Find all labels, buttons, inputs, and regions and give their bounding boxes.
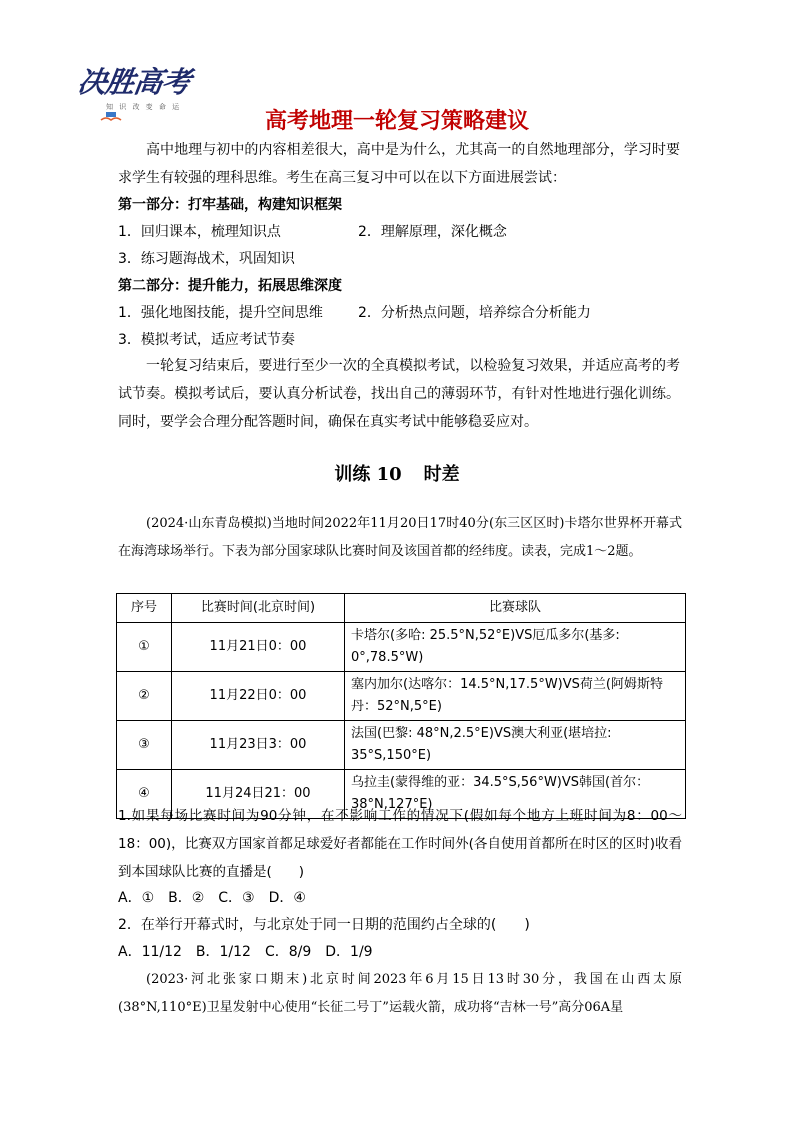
row-time: 11月21日0：00: [172, 623, 345, 672]
question-2-stem: 2．在举行开幕式时，与北京处于同一日期的范围约占全球的( ): [118, 917, 530, 933]
row-teams: 塞内加尔(达喀尔：14.5°N,17.5°W)VS荷兰(阿姆斯特丹：52°N,5°E): [345, 672, 686, 721]
row-index: ④: [117, 770, 172, 819]
logo-subtitle: 知 识 改 变 命 运: [106, 103, 182, 111]
section-label: 训练 10: [334, 464, 402, 485]
row-time: 11月24日21：00: [172, 770, 345, 819]
row-time: 11月22日0：00: [172, 672, 345, 721]
part2-item-3: 3．模拟考试，适应考试节奏: [118, 332, 295, 348]
passage-1: (2024·山东青岛模拟)当地时间2022年11月20日17时40分(东三区区时)卡塔尔世界杯开幕式在海湾球场举行。下表为部分国家球队比赛时间及该国首都的经纬度。读表，完成1～2题。: [118, 516, 682, 559]
column-header-time: 比赛时间(北京时间): [172, 594, 345, 623]
match-table: [116, 593, 686, 819]
logo-text: 决胜高考: [75, 65, 193, 99]
column-header-teams: 比赛球队: [345, 594, 686, 623]
row-teams: 法国(巴黎: 48°N,2.5°E)VS澳大利亚(堪培拉: 35°S,150°E): [345, 721, 686, 770]
part1-item-2: 2．理解原理，深化概念: [358, 224, 507, 240]
part2-heading: 第二部分：提升能力，拓展思维深度: [118, 278, 342, 294]
part2-item-2: 2．分析热点问题，培养综合分析能力: [358, 305, 591, 321]
part1-heading: 第一部分：打牢基础，构建知识框架: [118, 197, 342, 213]
table-row: [117, 721, 686, 770]
row-time: 11月23日3：00: [172, 721, 345, 770]
question-2-options: A．11/12 B．1/12 C．8/9 D．1/9: [118, 944, 373, 960]
table-row: [117, 623, 686, 672]
closing-paragraph: 一轮复习结束后，要进行至少一次的全真模拟考试，以检验复习效果，并适应高考的考试节奏。模拟考试后，要认真分析试卷，找出自己的薄弱环节，有针对性地进行强化训练。同时，要学会合理分配答题时间，确保在真实考试中能够稳妥应对。: [118, 358, 680, 430]
table-row: [117, 672, 686, 721]
intro-paragraph: 高中地理与初中的内容相差很大，高中是为什么，尤其高一的自然地理部分，学习时要求学生有较强的理科思维。考生在高三复习中可以在以下方面进展尝试：: [118, 142, 680, 186]
table-header-row: [117, 594, 686, 623]
column-header-index: 序号: [117, 594, 172, 623]
section-topic: 时差: [423, 464, 460, 485]
row-index: ②: [117, 672, 172, 721]
question-1-options: A．① B．② C．③ D．④: [118, 890, 306, 906]
row-index: ③: [117, 721, 172, 770]
row-teams: 乌拉圭(蒙得维的亚：34.5°S,56°W)VS韩国(首尔：38°N,127°E): [345, 770, 686, 819]
question-1-stem: 1.如果每场比赛时间为90分钟，在不影响工作的情况下(假如每个地方上班时间为8：00～18：00)，比赛双方国家首都足球爱好者都能在工作时间外(各自使用首都所在时区的区时)收看到本国球队比赛的直播是( ): [118, 808, 682, 880]
section-title: [0, 460, 794, 486]
passage-2: (2023·河北张家口期末)北京时间2023年6月15日13时30分，我国在山西太原(38°N,110°E)卫星发射中心使用“长征二号丁”运载火箭，成功将“吉林一号”高分06A星: [118, 972, 682, 1015]
row-index: ①: [117, 623, 172, 672]
page-title: 高考地理一轮复习策略建议: [264, 109, 529, 134]
part1-item-1: 1．回归课本，梳理知识点: [118, 224, 281, 240]
row-teams: 卡塔尔(多哈: 25.5°N,52°E)VS厄瓜多尔(基多: 0°,78.5°W): [345, 623, 686, 672]
part1-item-3: 3．练习题海战术，巩固知识: [118, 251, 295, 267]
part2-item-1: 1．强化地图技能，提升空间思维: [118, 305, 323, 321]
